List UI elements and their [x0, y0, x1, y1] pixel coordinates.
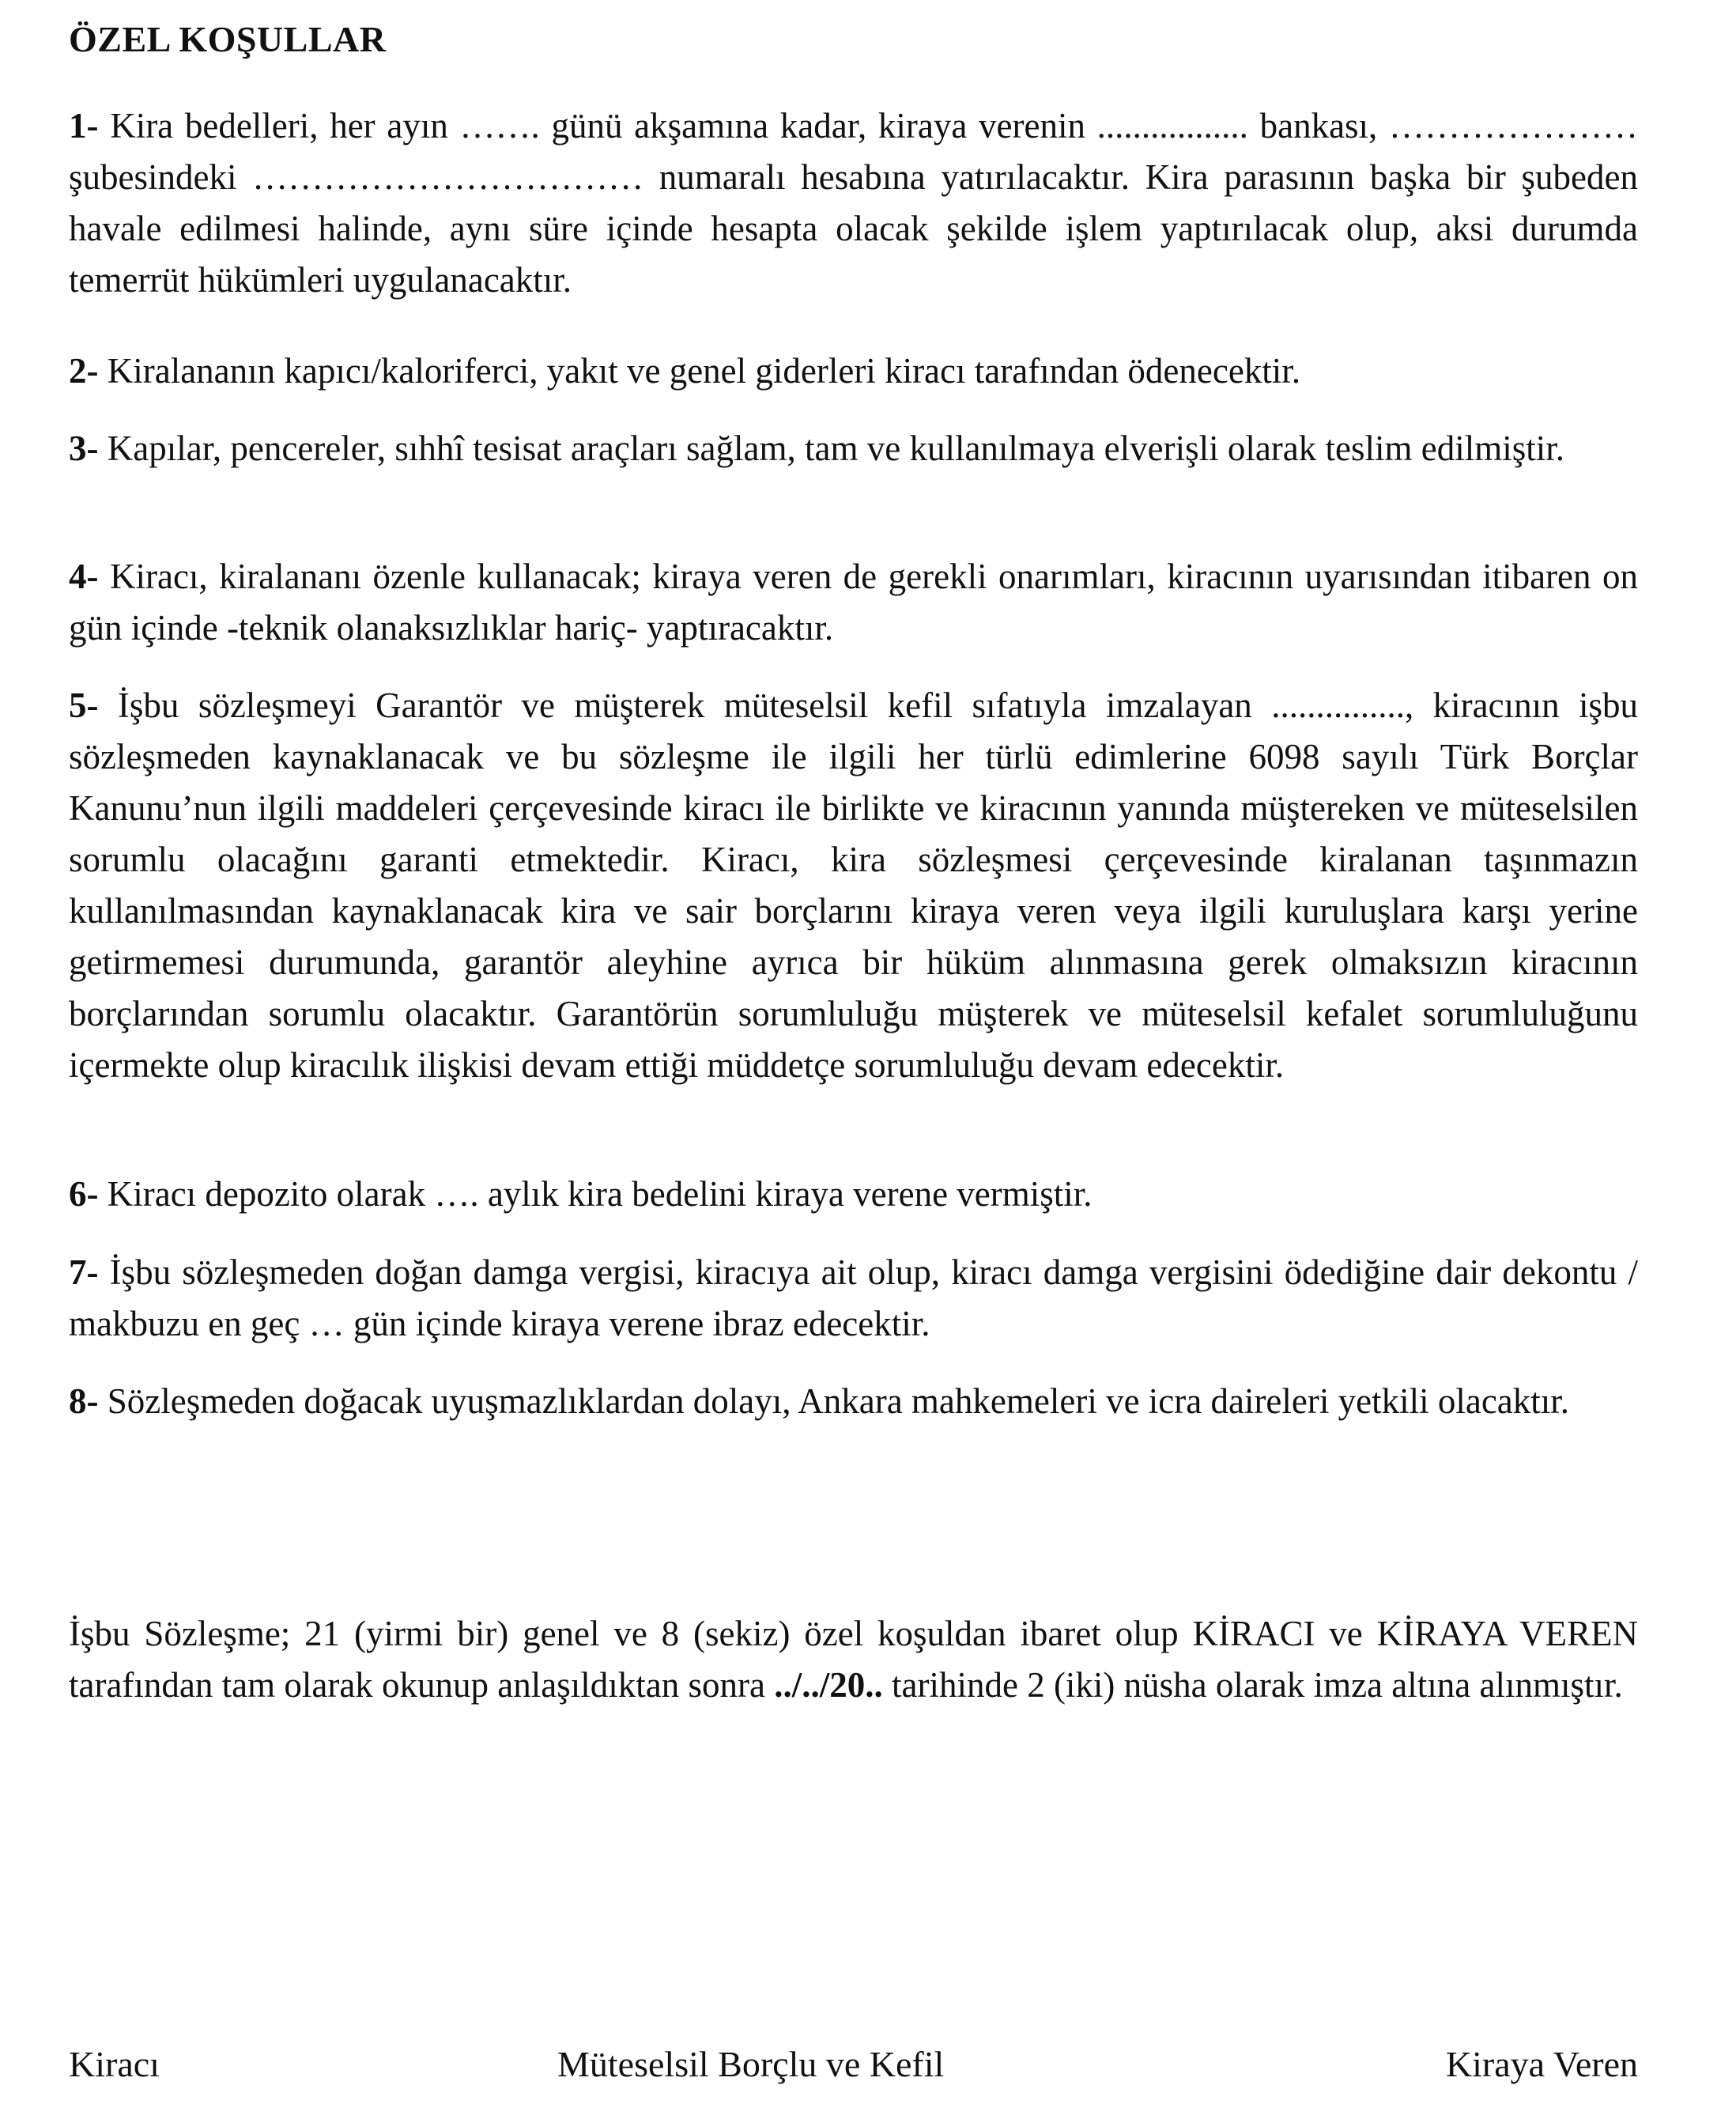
- clause-1: [69, 100, 1638, 306]
- signature-row: [69, 2041, 1638, 2088]
- clause-number: 8-: [69, 1381, 99, 1421]
- clause-text: Kiracı, kiralananı özenle kullanacak; kiraya veren de gerekli onarımları, kiracının uyarısından itibaren on gün içinde -teknik olanaksızlıklar hariç- yaptıracaktır.: [69, 557, 1638, 648]
- clause-text: Kapılar, pencereler, sıhhî tesisat araçları sağlam, tam ve kullanılmaya elverişli olarak teslim edilmiştir.: [98, 429, 1565, 468]
- clause-8: [69, 1376, 1638, 1427]
- clause-number: 4-: [69, 557, 99, 596]
- clause-text: Kiralananın kapıcı/kaloriferci, yakıt ve genel giderleri kiracı tarafından ödenecektir.: [98, 351, 1301, 391]
- clause-number: 6-: [69, 1174, 99, 1214]
- clause-4: [69, 551, 1638, 654]
- clause-text: İşbu sözleşmeden doğan damga vergisi, kiracıya ait olup, kiracı damga vergisini ödediğine dair dekontu / makbuzu en geç … gün içinde kiraya verene ibraz edecektir.: [69, 1252, 1638, 1343]
- clause-text: Kira bedelleri, her ayın ……. günü akşamına kadar, kiraya verenin ................. bankası, ………………… şubesindeki …………………………… numaralı hesabına yatırılacaktır. Kira parasının başka bir şubeden havale edilmesi halinde, aynı süre içinde hesapta olacak şekilde işlem yaptırılacak olup, aksi durumda temerrüt hükümleri uygulanacaktır.: [69, 106, 1638, 300]
- clause-text: Sözleşmeden doğacak uyuşmazlıklardan dolayı, Ankara mahkemeleri ve icra daireleri yetkili olacaktır.: [98, 1381, 1570, 1421]
- clause-text: İşbu sözleşmeyi Garantör ve müşterek müteselsil kefil sıfatıyla imzalayan ..............., kiracının işbu sözleşmeden kaynaklanacak ve bu sözleşme ile ilgili her türlü edimlerine 6098 sayılı Türk Borçlar Kanunu’nun ilgili maddeleri çerçevesinde kiracı ile birlikte ve kiracının yanında müştereken ve müteselsilen sorumlu olacağını garanti etmektedir. Kiracı, kira sözleşmesi çerçevesinde kiralanan taşınmazın kullanılmasından kaynaklanacak kira ve sair borçlarını kiraya veren veya ilgili kuruluşlara karşı yerine getirmemesi durumunda, garantör aleyhine ayrıca bir hüküm alınmasına gerek olmaksızın kiracının borçlarından sorumlu olacaktır. Garantörün sorumluluğu müşterek ve müteselsil kefalet sorumluluğunu içermekte olup kiracılık ilişkisi devam ettiği müddetçe sorumluluğu devam edecektir.: [69, 686, 1638, 1085]
- clause-text: Kiracı depozito olarak …. aylık kira bedelini kiraya verene vermiştir.: [98, 1174, 1093, 1214]
- clause-6: [69, 1169, 1638, 1220]
- clause-number: 3-: [69, 429, 99, 468]
- closing-text-end: tarihinde 2 (iki) nüsha olarak imza altına alınmıştır.: [882, 1665, 1623, 1705]
- page-title: ÖZEL KOŞULLAR: [69, 19, 387, 59]
- clause-3: [69, 423, 1638, 474]
- clause-2: [69, 346, 1638, 397]
- signature-tenant: Kiracı: [69, 2044, 160, 2084]
- clause-number: 7-: [69, 1252, 99, 1292]
- signature-landlord: Kiraya Veren: [1445, 2044, 1638, 2084]
- clause-number: 1-: [69, 106, 99, 145]
- clause-number: 5-: [69, 686, 99, 725]
- clause-5: [69, 680, 1638, 1091]
- signature-guarantor: Müteselsil Borçlu ve Kefil: [557, 2044, 945, 2084]
- closing-statement: [69, 1608, 1638, 1711]
- contract-date: ../../20..: [774, 1665, 883, 1705]
- clause-number: 2-: [69, 351, 99, 391]
- closing-text-start: İşbu Sözleşme; 21 (yirmi bir) genel ve 8 (sekiz) özel koşuldan ibaret olup KİRACI ve KİRAYA VEREN tarafından tam olarak okunup anlaşıldıktan sonra: [69, 1614, 1638, 1705]
- clause-7: [69, 1247, 1638, 1350]
